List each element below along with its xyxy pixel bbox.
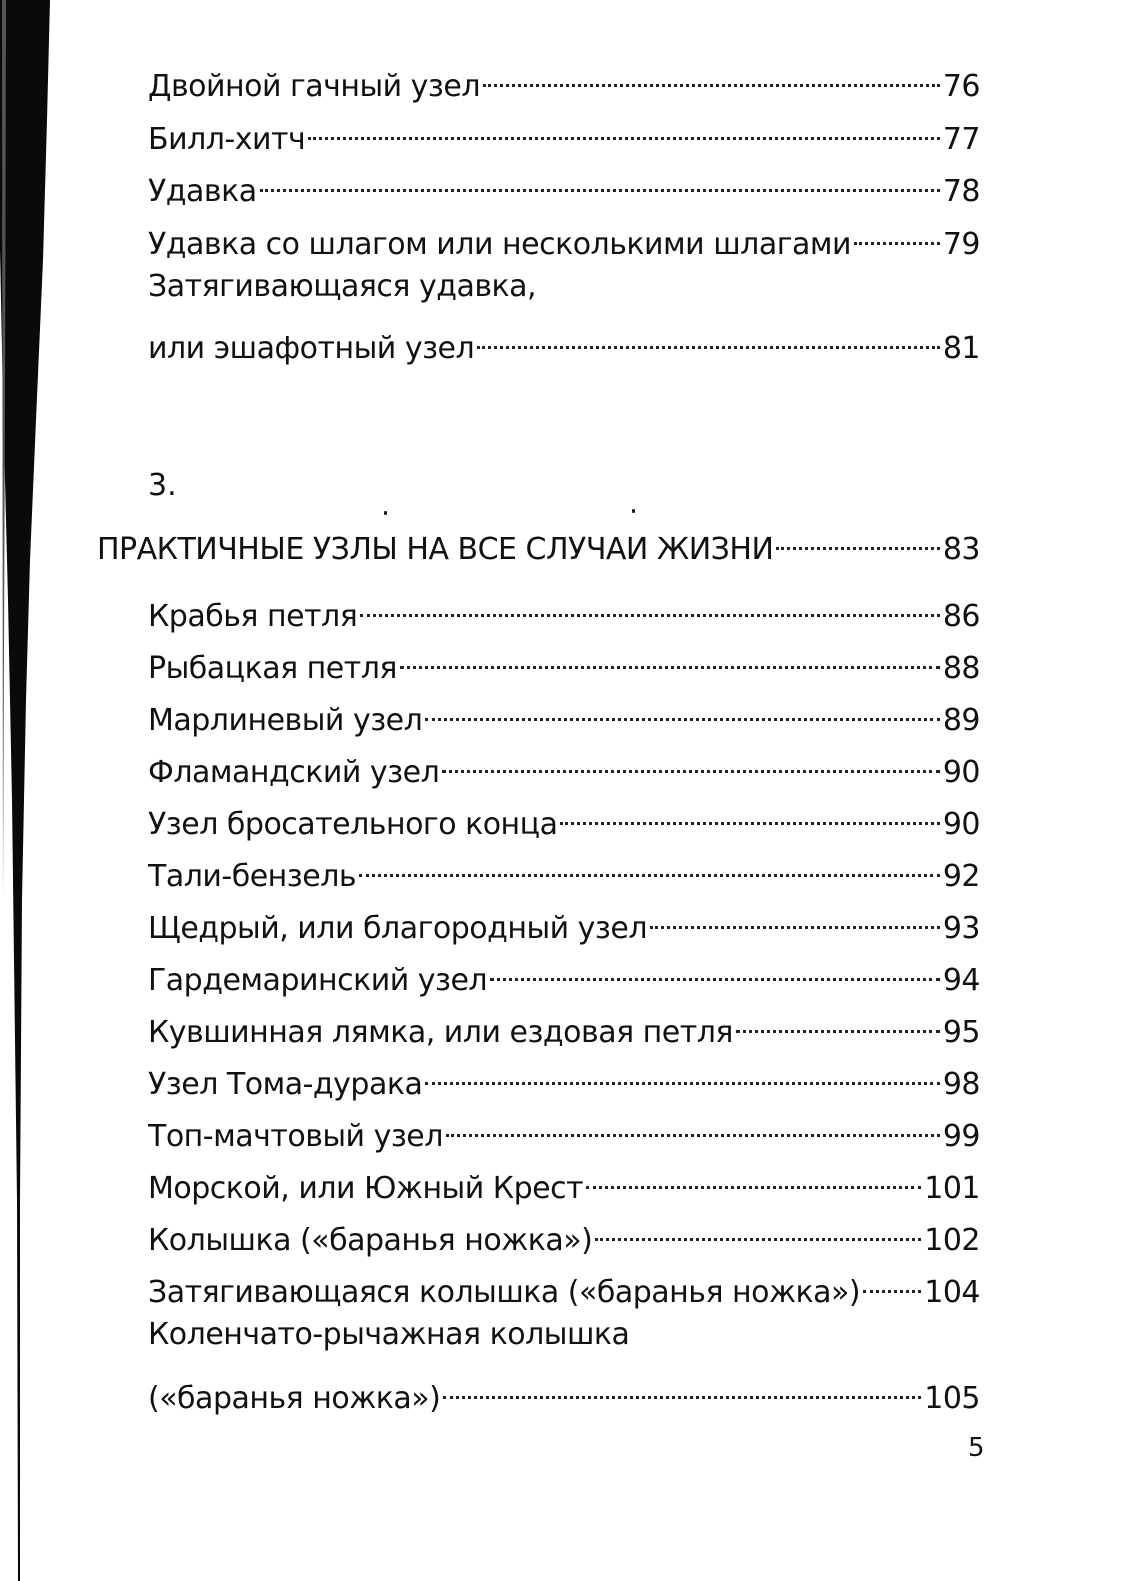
- toc-entry[interactable]: [148, 163, 980, 211]
- toc-entry-label: Билл-хитч: [148, 122, 306, 157]
- binding-shadow: [0, 0, 60, 1581]
- toc-entry-label: Марлиневый узел: [148, 703, 423, 738]
- leader-dots: [359, 848, 940, 886]
- toc-entry-line2[interactable]: [148, 320, 980, 368]
- toc-entry-page: 81: [942, 331, 980, 366]
- toc-entry-label: Коленчато-рычажная колышка: [148, 1317, 630, 1352]
- toc-entry-page: 90: [942, 807, 980, 842]
- chapter-page: 83: [942, 532, 980, 567]
- toc-entry-label: Тали-бензель: [148, 859, 357, 894]
- toc-entry-page: 99: [942, 1119, 980, 1154]
- toc-entry-page: 89: [942, 703, 980, 738]
- scan-speck: [384, 511, 387, 515]
- toc-entry[interactable]: [148, 1108, 980, 1156]
- toc-entry[interactable]: [148, 1212, 980, 1260]
- toc-entry[interactable]: [148, 848, 980, 896]
- leader-dots: [260, 163, 940, 201]
- toc-entry-label: или эшафотный узел: [148, 331, 475, 366]
- toc-entry-page: 105: [924, 1381, 980, 1416]
- toc-entry-label: Щедрый, или благородный узел: [148, 911, 648, 946]
- leader-dots: [650, 900, 940, 938]
- toc-entry-page: 79: [942, 227, 980, 262]
- leader-dots: [776, 521, 939, 559]
- leader-dots: [586, 1160, 921, 1198]
- toc-entry-label: Морской, или Южный Крест: [148, 1171, 584, 1206]
- toc-entry-page: 76: [942, 69, 980, 104]
- page-number: 5: [968, 1433, 985, 1463]
- leader-dots: [400, 640, 940, 678]
- toc-entry-page: 98: [942, 1067, 980, 1102]
- toc-entry-label: Затягивающаяся колышка («баранья ножка»): [148, 1275, 861, 1310]
- toc-entry[interactable]: [148, 952, 980, 1000]
- toc-entry[interactable]: [148, 900, 980, 948]
- leader-dots: [736, 1004, 940, 1042]
- toc-entry-label: Двойной гачный узел: [148, 69, 481, 104]
- toc-entry-page: 94: [942, 963, 980, 998]
- toc-entry[interactable]: [148, 640, 980, 688]
- leader-dots: [425, 1056, 939, 1094]
- leader-dots: [360, 588, 940, 626]
- leader-dots: [443, 1370, 921, 1408]
- leader-dots: [854, 216, 940, 254]
- toc-entry[interactable]: [148, 744, 980, 792]
- toc-entry-label: Узел Тома-дурака: [148, 1067, 423, 1102]
- toc-entry[interactable]: [148, 111, 980, 159]
- toc-entry[interactable]: [148, 1004, 980, 1052]
- chapter-heading[interactable]: [97, 521, 980, 569]
- toc-entry-label: Удавка со шлагом или несколькими шлагами: [148, 227, 851, 262]
- toc-entry[interactable]: [148, 1264, 980, 1312]
- toc-entry-page: 101: [924, 1171, 980, 1206]
- toc-entry-page: 104: [924, 1275, 980, 1310]
- toc-entry-page: 95: [942, 1015, 980, 1050]
- leader-dots: [442, 744, 940, 782]
- toc-entry-page: 90: [942, 755, 980, 790]
- toc-entry-page: 77: [942, 122, 980, 157]
- toc-entry-label: Кувшинная лямка, или ездовая петля: [148, 1015, 733, 1050]
- leader-dots: [595, 1212, 921, 1250]
- toc-entry-label: Колышка («баранья ножка»): [148, 1223, 593, 1258]
- toc-entry-label: Топ-мачтовый узел: [148, 1119, 443, 1154]
- toc-entry-label: Гардемаринский узел: [148, 963, 488, 998]
- scan-speck: [632, 509, 635, 513]
- toc-entry-line2[interactable]: [148, 1370, 980, 1418]
- leader-dots: [490, 952, 940, 990]
- toc-entry-page: 86: [942, 599, 980, 634]
- toc-entry-page: 93: [942, 911, 980, 946]
- toc-entry-label: Узел бросательного конца: [148, 807, 558, 842]
- toc-entry-label: Затягивающаяся удавка,: [148, 269, 537, 304]
- toc-entry-label: Крабья петля: [148, 599, 358, 634]
- chapter-title: ПРАКТИЧНЫЕ УЗЛЫ НА ВСЕ СЛУЧАИ ЖИЗНИ: [97, 532, 774, 567]
- toc-entry[interactable]: [148, 796, 980, 844]
- toc-entry-label: Фламандский узел: [148, 755, 440, 790]
- toc-entry[interactable]: [148, 1056, 980, 1104]
- chapter-number: 3.: [148, 468, 177, 503]
- toc-entry-page: 88: [942, 651, 980, 686]
- toc-entry-label: Рыбацкая петля: [148, 651, 397, 686]
- leader-dots: [560, 796, 939, 834]
- toc-entry-line1[interactable]: [148, 1316, 980, 1354]
- leader-dots: [446, 1108, 940, 1146]
- toc-entry-line1[interactable]: [148, 268, 980, 306]
- toc-entry-page: 92: [942, 859, 980, 894]
- toc-entry-label: Удавка: [148, 174, 257, 209]
- toc-entry[interactable]: [148, 692, 980, 740]
- leader-dots: [308, 111, 940, 149]
- toc-entry-label: («баранья ножка»): [148, 1381, 441, 1416]
- leader-dots: [863, 1264, 921, 1302]
- leader-dots: [477, 320, 940, 358]
- leader-dots: [425, 692, 940, 730]
- toc-entry[interactable]: [148, 58, 980, 106]
- leader-dots: [483, 58, 940, 96]
- toc-entry[interactable]: [148, 216, 980, 264]
- toc-entry[interactable]: [148, 588, 980, 636]
- toc-entry-page: 78: [942, 174, 980, 209]
- toc-entry[interactable]: [148, 1160, 980, 1208]
- toc-entry-page: 102: [924, 1223, 980, 1258]
